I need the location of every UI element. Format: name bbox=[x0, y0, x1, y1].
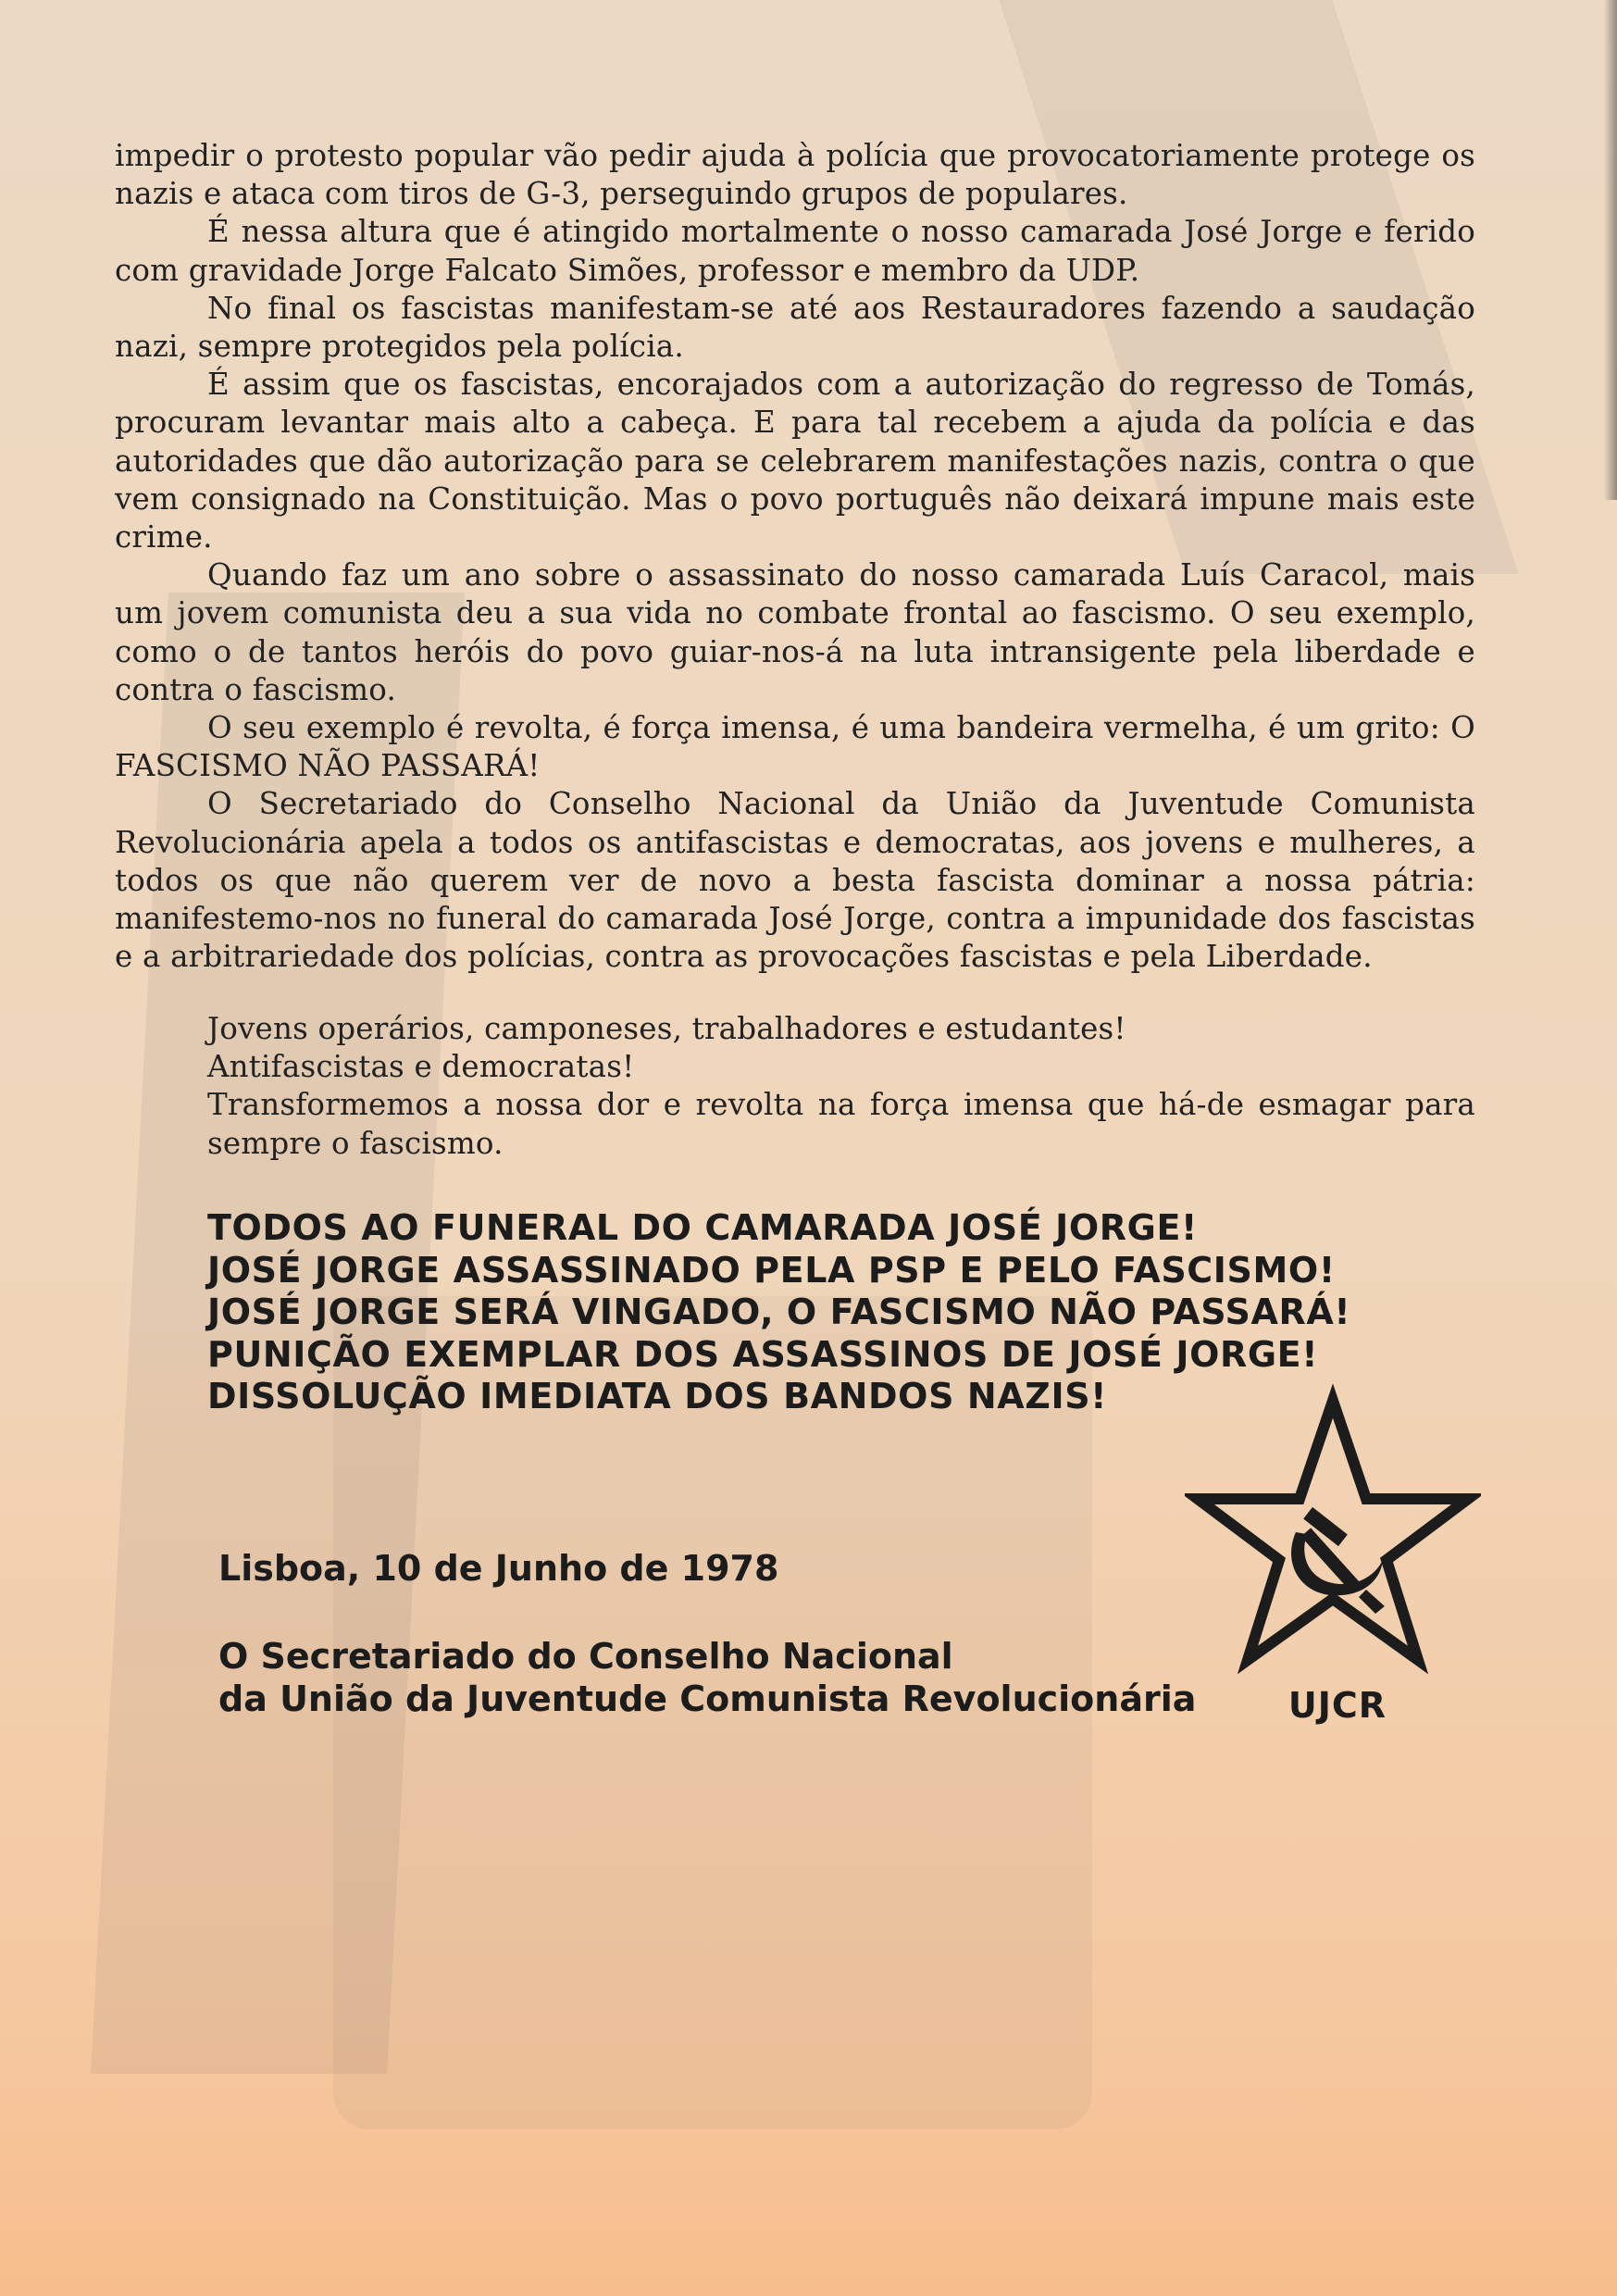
page-edge-shadow bbox=[1604, 0, 1617, 500]
signatory-line: da União da Juventude Comunista Revolucionária bbox=[218, 1678, 1197, 1719]
logo-acronym: UJCR bbox=[1287, 1685, 1387, 1726]
appeal-line: Transformemos a nossa dor e revolta na força imensa que há-de esmagar para sempre o fascismo. bbox=[207, 1087, 1475, 1161]
signatory bbox=[218, 1635, 1196, 1720]
signatory-line: O Secretariado do Conselho Nacional bbox=[218, 1636, 953, 1677]
paragraph: impedir o protesto popular vão pedir ajuda à polícia que provocatoriamente protege os nazis e ataca com tiros de G-3, perseguindo grupos de populares. bbox=[115, 138, 1475, 212]
slogan: DISSOLUÇÃO IMEDIATA DOS BANDOS NAZIS! bbox=[207, 1376, 1108, 1416]
slogan: JOSÉ JORGE ASSASSINADO PELA PSP E PELO FASCISMO! bbox=[207, 1249, 1336, 1291]
paragraph: É nessa altura que é atingido mortalmente o nosso camarada José Jorge e ferido com gravidade Jorge Falcato Simões, professor e membro da UDP. bbox=[115, 214, 1475, 288]
paragraph: No final os fascistas manifestam-se até aos Restauradores fazendo a saudação nazi, sempre protegidos pela polícia. bbox=[115, 290, 1475, 365]
slogan: JOSÉ JORGE SERÁ VINGADO, O FASCISMO NÃO PASSARÁ! bbox=[207, 1292, 1351, 1332]
place-and-date: Lisboa, 10 de Junho de 1978 bbox=[218, 1548, 779, 1589]
slogan: PUNIÇÃO EXEMPLAR DOS ASSASSINOS DE JOSÉ JORGE! bbox=[207, 1333, 1319, 1375]
body-text bbox=[115, 137, 1475, 976]
paragraph: O seu exemplo é revolta, é força imensa, é uma bandeira vermelha, é um grito: O FASCISMO NÃO PASSARÁ! bbox=[115, 710, 1475, 784]
appeal-line: Antifascistas e democratas! bbox=[207, 1049, 635, 1085]
paragraph: É assim que os fascistas, encorajados com a autorização do regresso de Tomás, procuram levantar mais alto a cabeça. E para tal recebem a ajuda da polícia e das autoridades que dão autorização para se celebrarem manifestações nazis, contra o que vem consignado na Constituição. Mas o povo português não deixará impune mais este crime. bbox=[115, 367, 1475, 555]
paragraph: Quando faz um ano sobre o assassinato do nosso camarada Luís Caracol, mais um jovem comunista deu a sua vida no combate frontal ao fascismo. O seu exemplo, como o de tantos heróis do povo guiar-nos-á na luta intransigente pela liberdade e contra o fascismo. bbox=[115, 557, 1475, 707]
appeal-block bbox=[207, 1010, 1475, 1163]
appeal-line: Jovens operários, camponeses, trabalhadores e estudantes! bbox=[207, 1011, 1126, 1046]
star-hammer-sickle-icon bbox=[1185, 1384, 1481, 1690]
paragraph: O Secretariado do Conselho Nacional da União da Juventude Comunista Revolucionária apela a todos os antifascistas e democratas, aos jovens e mulheres, a todos os que não querem ver de novo a besta fascista dominar a nossa pátria: manifestemo-nos no funeral do camarada José Jorge, contra a impunidade dos fascistas e a arbitrariedade dos polícias, contra as provocações fascistas e pela Liberdade. bbox=[115, 786, 1475, 975]
slogan: TODOS AO FUNERAL DO CAMARADA JOSÉ JORGE! bbox=[207, 1207, 1198, 1248]
